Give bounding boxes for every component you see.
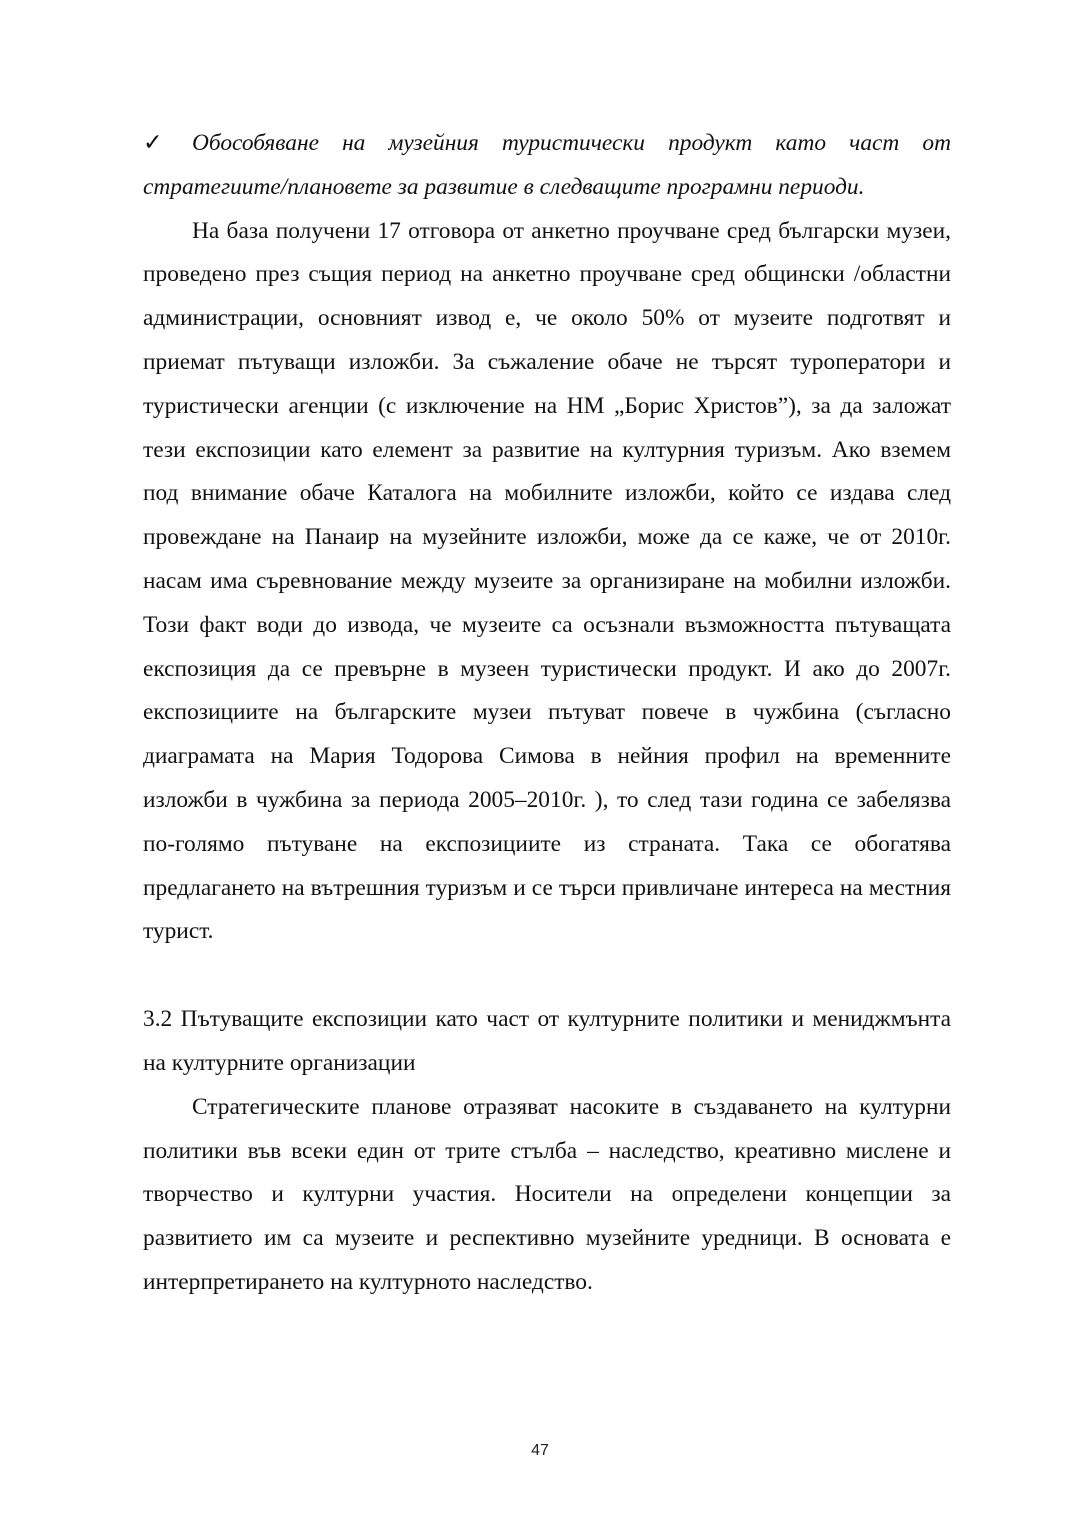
checkmark-icon: ✓ bbox=[143, 130, 163, 156]
paragraph-strategic-plans: Стратегическите планове отразяват насоките в създаването на културни политики във всеки един от трите стълба – наследство, креативно мислене и творчество и културни участия. Носители на определени концепции за развитието им са музеите и респективно музейните уредници. В основата е интерпретирането на културното наследство. bbox=[143, 1093, 951, 1295]
section-heading: 3.2 Пътуващите експозиции като част от културните политики и мениджмънта на културните организации bbox=[143, 1006, 951, 1076]
page-number: 47 bbox=[531, 1442, 549, 1459]
paragraph-survey-results: На база получени 17 отговора от анкетно проучване сред български музеи, проведено през същия период на анкетно проучване сред общински /областни администрации, основният извод е, че около 50% от музеите подготвят и приемат пътуващи изложби. За съжаление обаче не търсят туроператори и туристически агенции (с изключение на НМ „Борис Христов”), за да заложат тези експозиции като елемент за развитие на културния туризъм. Ако вземем под внимание обаче Каталога на мобилните изложби, който се издава след провеждане на Панаир на музейните изложби, може да се каже, че от 2010г. насам има съревнование между музеите за организиране на мобилни изложби. Този факт води до извода, че музеите са осъзнали възможността пътуващата експозиция да се превърне в музеен туристически продукт. И ако до 2007г. експозициите на българските музеи пътуват повече в чужбина (съгласно диаграмата на Мария Тодорова Симова в нейния профил на временните изложби в чужбина за периода 2005–2010г. ), то след тази година се забелязва по-голямо пътуване на експозициите из страната. Така се обогатява предлагането на вътрешния туризъм и се търси привличане интереса на местния турист. bbox=[143, 217, 951, 945]
bullet-text: Обособяване на музейния туристически продукт като част от стратегиите/плановете за развитие в следващите програмни периоди. bbox=[143, 130, 951, 200]
bullet-item bbox=[143, 122, 951, 210]
document-page bbox=[143, 122, 951, 1305]
